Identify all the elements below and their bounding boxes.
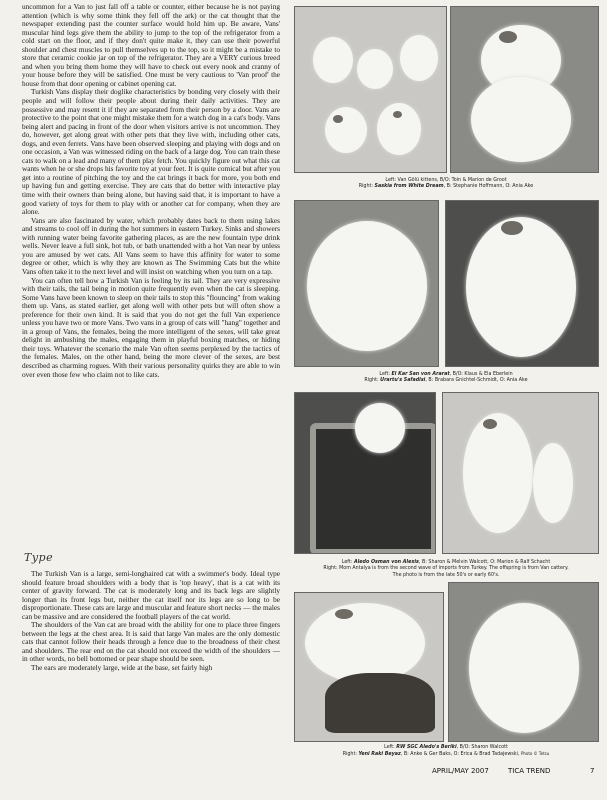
- paragraph: uncommon for a Van to just fall off a table or counter, either because he is not paying attention (which is why some think they fell off the ark) or the cat thought that the newspaper extending past the counter surface would hold him up. Be aware, Vans' muscular hind legs give them the ability to jump to the top of the refrigerator from a cold start on the floor, and if they don't quite make it, they can use their powerful shoulder and chest muscles to pull themselves up to the top, so it might be a mistake to store that ceramic cookie jar on top of the refrigerator. They are a VERY curious breed and when you bring them home they will have to check out every nook and cranny of your house before they will be satisfied. One must be very cautious to 'Van proof' the house from that door opening or cabinet opening cat.: [22, 2, 280, 88]
- cat-sitting-photo: [450, 6, 599, 173]
- article-column-top: [22, 3, 280, 379]
- section-heading: Type: [24, 551, 54, 564]
- caption-line: Left: Van Gölü kittens, B/O: Toin & Marion de Groot: [385, 178, 507, 183]
- cat-portrait-photo: [445, 200, 599, 367]
- caption-line: Left: Aledo Osman von Alexis, B: Sharon & Melvin Walcott, O: Marion & Ralf Schacht: [341, 560, 551, 565]
- cat-in-water-photo: [294, 392, 436, 554]
- caption-line: Left: RW SGC Aledo's Beriki, B/O: Sharon Walcott: [384, 745, 508, 750]
- caption-row-4: [296, 745, 596, 759]
- paragraph: The Turkish Van is a large, semi-longhaired cat with a swimmer's body. Ideal type should feature broad shoulders with a body that is 'top heavy', that is a cat with its center of gravity forward. The cat is moderately long and its back legs are slightly longer than its front legs but, neither the cat itself nor its legs are so long to be disproportionate. These cats are large and muscular and feature short necks — the males can be massive and are considered the football players of the cat world.: [22, 569, 280, 621]
- paragraph: Vans are also fascinated by water, which probably dates back to them using lakes and streams to cool off in during the hot summers in eastern Turkey. Sinks and showers with running water being favorite gathering places, as are the new fountain type drink wells. Never leave a full sink, hot tub, or bath unattended with a hot Van near by unless you are amused by wet cats. All Vans seem to have this affinity for water to some degree or other, which is why they are known as The Swimming Cats but the white Vans often take it to the next level and will insist on watching when you turn on a tap.: [22, 215, 280, 276]
- cat-face-photo: [448, 582, 599, 742]
- caption-line: Right: Yeni Raki Beyaz, B: Anke & Ger Baks, O: Erica & Brad Tadajewski, Photo © Tetsu: [342, 751, 550, 758]
- paragraph: The shoulders of the Van cat are broad with the ability for one to place three fingers between the legs at the chest area. It is said that large Van males are the only domestic cats that cannot follow their heads through a fence due to the broadness of their chest and shoulders. The rear end on the cat should not exceed the width of the shoulders — in other words, no bell bottomed or pear shape should be seen.: [22, 620, 280, 664]
- footer-magazine: TICA TREND: [508, 767, 551, 775]
- paragraph: Turkish Vans display their doglike characteristics by bonding very closely with their people and will follow their people about during their daily activities. They are possessive and may resent it if they are separated from their person by a door. Vans are protective to the point that one might mistake them for a watch dog in a cat's body. Vans being alert and pacing in front of the door when visitors arrive is not uncommon. They do, however, get along great with other pets that they live with, including other cats, dogs, and even ferrets. Vans have been observed sleeping and playing with dogs and on one occasion, a Van was witnessed riding on the back of a large dog. You can train these cats to walk on a lead and many of them play fetch. You quickly figure out what this cat wants when he or she drops his favorite toy at your feet. It is quite comical but after you get into a routine of pitching the toy and the cat brings it back for more, you both end up having fun and getting exercise. They are cats that do better with interactive play time with their owners than being alone, but having said that, it is important to have a good variety of toys for them to play with or another cat for company, when they are alone.: [22, 87, 280, 217]
- kittens-photo: [294, 6, 447, 173]
- paragraph: You can often tell how a Turkish Van is feeling by its tail. They are very expressive with their tails, the tail being in motion quite frequently even when the cat is sleeping. Some Vans have been known to sleep on their tails to stop this "flouncing" from waking them up. Vans, as stated earlier, get along well with other pets but will often show a preference for their own kind. It is said that you do not get the full Van experience unless you have two or more Vans. Two vans in a group of cats will "hang" together and in a group of Vans, the females, being the more intelligent of the sexes, will take great delight in ambushing the males, engaging them in playful boxing matches, or hiding their toys. Whatever the scenario the male Van often seems perplexed by the tactics of the females. Males, on the other hand, being the more clever of the sexes, are best described as charming rogues. With their various personality quirks they are able to win over even those few who claim not to like cats.: [22, 275, 280, 379]
- caption-line: Right: Urartu's Safadisi, B: Brabara Gnichtel-Schmidt, O: Ania Ake: [364, 378, 528, 384]
- cat-on-rock-photo: [294, 592, 444, 742]
- caption-line: Right: Mom Antalya is from the second wave of imports from Turkey. The offspring is from Van cattery.: [323, 566, 569, 572]
- cat-and-kitten-photo: [442, 392, 599, 554]
- caption-row-1: [296, 178, 596, 191]
- article-column-bottom: [22, 570, 280, 673]
- caption-line: Left: El Kar San von Ararat, B/O: Klaus & Ela Eberlein: [379, 372, 513, 377]
- footer-date: APRIL/MAY 2007: [432, 767, 489, 775]
- paragraph: The ears are moderately large, wide at the base, set fairly high: [31, 663, 213, 673]
- page-number: 7: [590, 767, 595, 775]
- caption-line: The photo is from the late 50's or early 60's.: [392, 572, 500, 578]
- caption-row-3: [296, 560, 596, 579]
- cat-closeup-photo: [294, 200, 439, 367]
- caption-line: Right: Saskia from White Dream, B: Stephanie Hoffmann, O: Ania Ake: [358, 184, 534, 190]
- caption-row-2: [296, 372, 596, 385]
